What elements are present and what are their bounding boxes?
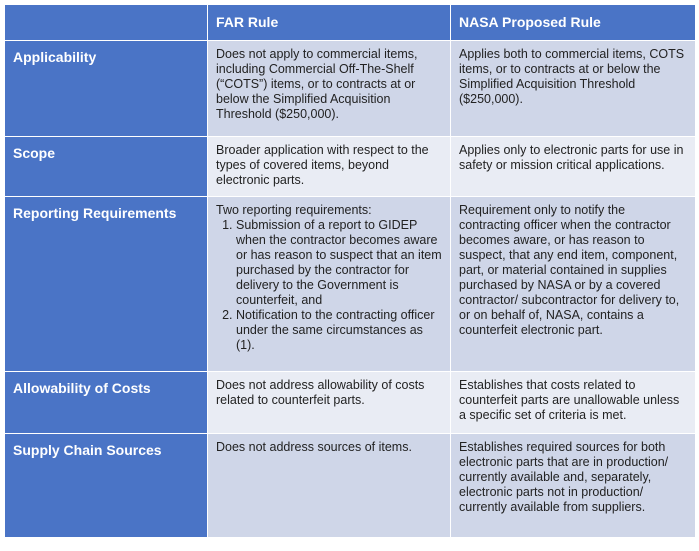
row-label-applicability: Applicability bbox=[5, 41, 208, 137]
table-row-applicability bbox=[5, 41, 696, 137]
far-cell-reporting-requirements bbox=[208, 197, 451, 372]
header-far-rule: FAR Rule bbox=[208, 5, 451, 41]
nasa-cell-supply-chain-sources: Establishes required sources for both electronic parts that are in production/ currently available and, separately, electronic parts not in production/ currently available from suppliers. bbox=[451, 434, 696, 538]
row-label-supply-chain-sources: Supply Chain Sources bbox=[5, 434, 208, 538]
far-reporting-list bbox=[216, 218, 442, 353]
far-reporting-item-2: 2. Notification to the contracting officer under the same circumstances as (1). bbox=[236, 308, 442, 353]
far-cell-scope: Broader application with respect to the types of covered items, beyond electronic parts. bbox=[208, 137, 451, 197]
row-label-allowability-of-costs: Allowability of Costs bbox=[5, 372, 208, 434]
header-nasa-proposed-rule: NASA Proposed Rule bbox=[451, 5, 696, 41]
far-cell-applicability: Does not apply to commercial items, including Commercial Off-The-Shelf (“COTS”) items, or to contracts at or below the Simplified Acquisition Threshold ($250,000). bbox=[208, 41, 451, 137]
nasa-cell-reporting-requirements: Requirement only to notify the contracting officer when the contractor becomes aware, or has reason to suspect, that any end item, component, part, or material contained in supplies purchased by NASA or by a covered contractor/ subcontractor for delivery to, or on behalf of, NASA, contains a counterfeit electronic part. bbox=[451, 197, 696, 372]
far-reporting-item-1: 1. Submission of a report to GIDEP when the contractor becomes aware or has reason to suspect that an item purchased by the contractor for delivery to the Government is counterfeit, and bbox=[236, 218, 442, 308]
far-reporting-intro: Two reporting requirements: bbox=[216, 203, 372, 217]
row-label-reporting-requirements: Reporting Requirements bbox=[5, 197, 208, 372]
table-row-scope bbox=[5, 137, 696, 197]
table-row-reporting-requirements bbox=[5, 197, 696, 372]
far-cell-supply-chain-sources: Does not address sources of items. bbox=[208, 434, 451, 538]
nasa-cell-applicability: Applies both to commercial items, COTS items, or to contracts at or below the Simplified Acquisition Threshold ($250,000). bbox=[451, 41, 696, 137]
table-row-supply-chain-sources bbox=[5, 434, 696, 538]
table-row-allowability-of-costs bbox=[5, 372, 696, 434]
nasa-cell-allowability-of-costs: Establishes that costs related to counterfeit parts are unallowable unless a specific set of criteria is met. bbox=[451, 372, 696, 434]
comparison-table bbox=[4, 4, 696, 538]
header-row bbox=[5, 5, 696, 41]
nasa-cell-scope: Applies only to electronic parts for use in safety or mission critical applications. bbox=[451, 137, 696, 197]
row-label-scope: Scope bbox=[5, 137, 208, 197]
header-corner-cell bbox=[5, 5, 208, 41]
far-cell-allowability-of-costs: Does not address allowability of costs related to counterfeit parts. bbox=[208, 372, 451, 434]
